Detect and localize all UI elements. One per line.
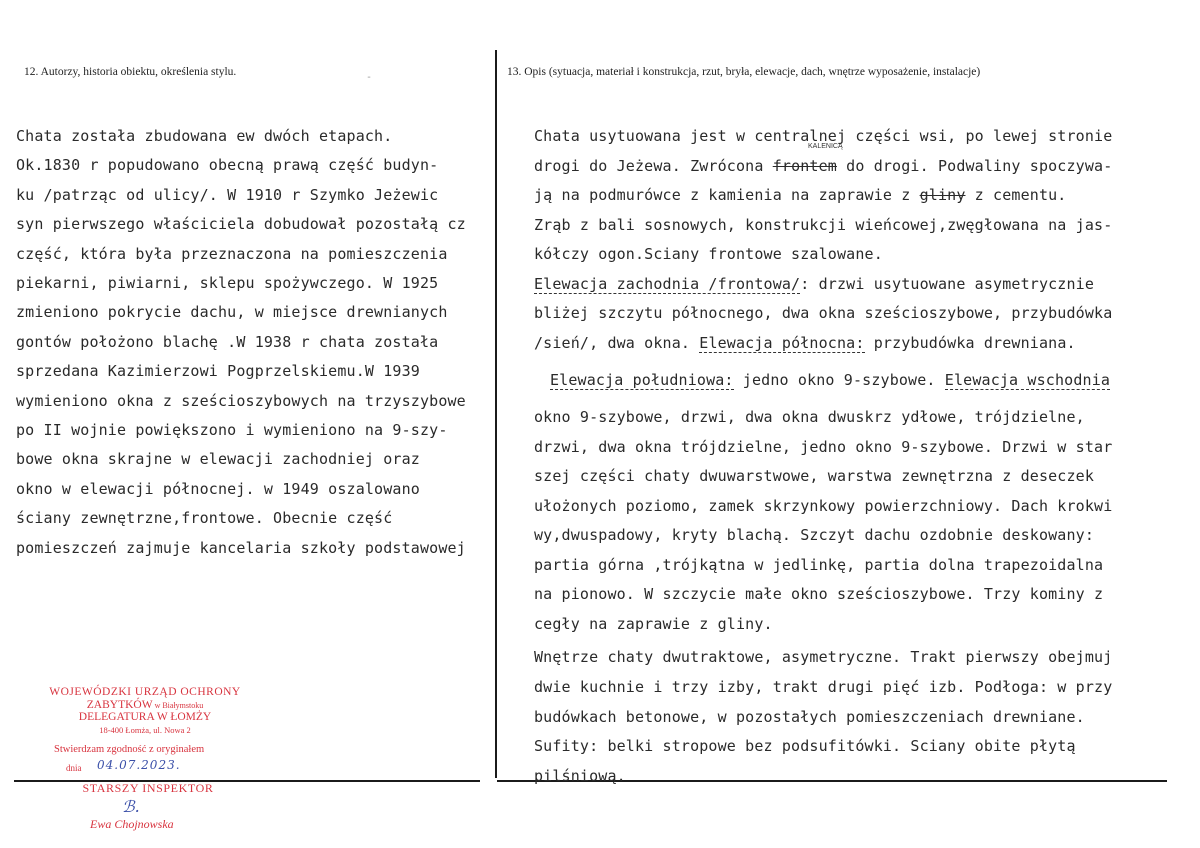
text-line: drzwi, dwa okna trójdzielne, jedno okno 9-szybowe. Drzwi w star xyxy=(534,438,1113,456)
text-line: ją na podmurówce z kamienia na zaprawie z gliny z cementu. xyxy=(534,186,1067,204)
text-line: okno 9-szybowe, drzwi, dwa okna dwuskrz ydłowe, trójdzielne, xyxy=(534,408,1085,426)
underlined-heading: Elewacja zachodnia /frontowa/ xyxy=(534,275,801,293)
stamp-title: STARSZY INSPEKTOR xyxy=(82,781,214,795)
text-line: Wnętrze chaty dwutraktowe, asymetryczne. Trakt pierwszy obejmuj xyxy=(534,648,1113,666)
text-line: pomieszczeń zajmuje kancelaria szkoły podstawowej xyxy=(16,538,466,557)
stamp-name: Ewa Chojnowska xyxy=(90,817,174,831)
text-line: /sień/, dwa okna. Elewacja północna: przybudówka drewniana. xyxy=(534,334,1076,352)
stray-mark: - xyxy=(366,72,373,83)
text-line: ku /patrząc od ulicy/. W 1910 r Szymko Jeżewic xyxy=(16,185,439,204)
text-line: piekarni, piwiarni, sklepu spożywczego. W 1925 xyxy=(16,274,439,292)
signature-mark: ℬ. xyxy=(122,797,140,816)
text-line: dwie kuchnie i trzy izby, trakt drugi pięć izb. Podłoga: w przy xyxy=(534,678,1113,696)
text-line: ułożonych poziomo, zamek skrzynkowy powierzchniowy. Dach krokwi xyxy=(534,497,1113,515)
text-line: bowe okna skrajne w elewacji zachodniej oraz xyxy=(16,450,420,469)
text-line: syn pierwszego właściciela dobudował pozostałą cz xyxy=(16,215,466,234)
stamp-certification: Stwierdzam zgodność z oryginałem xyxy=(54,744,205,755)
struck-word: frontem xyxy=(772,157,837,175)
struck-word: gliny xyxy=(919,186,966,204)
text-line: Zrąb z bali sosnowych, konstrukcji wieńcowej,zwęgłowana na jas- xyxy=(534,216,1113,234)
text-line: bliżej szczytu północnego, dwa okna sześcioszybowe, przybudówka xyxy=(534,304,1113,322)
handwritten-insert: KALENICĄ xyxy=(808,143,843,150)
text-line: szej części chaty dwuwarstwowe, warstwa zewnętrzna z deseczek xyxy=(534,467,1095,485)
text-line: Elewacja południowa: jedno okno 9-szybowe. Elewacja wschodnia xyxy=(550,371,1111,389)
underlined-heading: Elewacja wschodnia xyxy=(944,371,1111,389)
text-line: Ok.1830 r popudowano obecną prawą część budyn- xyxy=(16,156,439,175)
stamp-line-address: 18-400 Łomża, ul. Nowa 2 xyxy=(99,725,191,735)
text-line: po II wojnie powiększono i wymieniono na 9-szy- xyxy=(16,421,448,439)
text-line: ściany zewnętrzne,frontowe. Obecnie część xyxy=(16,509,393,528)
section-13-header: 13. Opis (sytuacja, materiał i konstrukcja, rzut, bryła, elewacje, dach, wnętrze wyposażenie, instalacje) xyxy=(507,66,981,78)
text-line: kółczy ogon.Sciany frontowe szalowane. xyxy=(534,245,883,263)
text-line: część, która była przeznaczona na pomieszczenia xyxy=(16,244,448,263)
text-line: sprzedana Kazimierzowi Pogprzelskiemu.W 1939 xyxy=(16,362,420,381)
text-line: zmieniono pokrycie dachu, w miejsce drewnianych xyxy=(16,303,448,322)
text-line: drogi do Jeżewa. Zwrócona frontem do drogi. Podwaliny spoczywa- xyxy=(534,157,1113,175)
text-line: cegły na zaprawie z gliny. xyxy=(534,615,773,633)
text-line: wymieniono okna z sześcioszybowych na trzyszybowe xyxy=(16,391,466,410)
underlined-heading: Elewacja południowa: xyxy=(550,371,734,389)
text-line: na pionowo. W szczycie małe okno sześcioszybowe. Trzy kominy z xyxy=(534,585,1104,603)
text-line: Chata została zbudowana ew dwóch etapach. xyxy=(16,127,393,145)
text-line: gontów położono blachę .W 1938 r chata została xyxy=(16,332,439,351)
column-divider xyxy=(495,50,497,778)
handwritten-date: 04.07.2023. xyxy=(97,758,181,772)
text-line: partia górna ,trójkątna w jedlinkę, partia dolna trapezoidalna xyxy=(534,556,1104,574)
stamp-date-label: dnia xyxy=(66,763,82,773)
text-line: Sufity: belki stropowe bez podsufitówki. Sciany obite płytą xyxy=(534,737,1076,755)
text-line: okno w elewacji północnej. w 1949 oszalowano xyxy=(16,479,420,498)
stamp-line-office: WOJEWÓDZKI URZĄD OCHRONY xyxy=(49,686,241,698)
section-12-header: 12. Autorzy, historia obiektu, określenia stylu. xyxy=(24,66,237,78)
stamp-line-monuments: ZABYTKÓW w Białymstoku xyxy=(86,699,204,711)
text-line: Chata usytuowana jest w centralnej części wsi, po lewej stronie xyxy=(534,127,1113,145)
underlined-heading: Elewacja północna: xyxy=(699,334,865,352)
text-line: budówkach betonowe, w pozostałych pomieszczeniach drewniane. xyxy=(534,708,1085,726)
text-line: Elewacja zachodnia /frontowa/: drzwi usytuowane asymetrycznie xyxy=(534,275,1095,293)
text-line: pilśniową. xyxy=(534,767,626,785)
text-line: wy,dwuspadowy, kryty blachą. Szczyt dachu ozdobnie deskowany: xyxy=(534,526,1095,544)
stamp-line-delegation: DELEGATURA W ŁOMŻY xyxy=(78,711,212,723)
